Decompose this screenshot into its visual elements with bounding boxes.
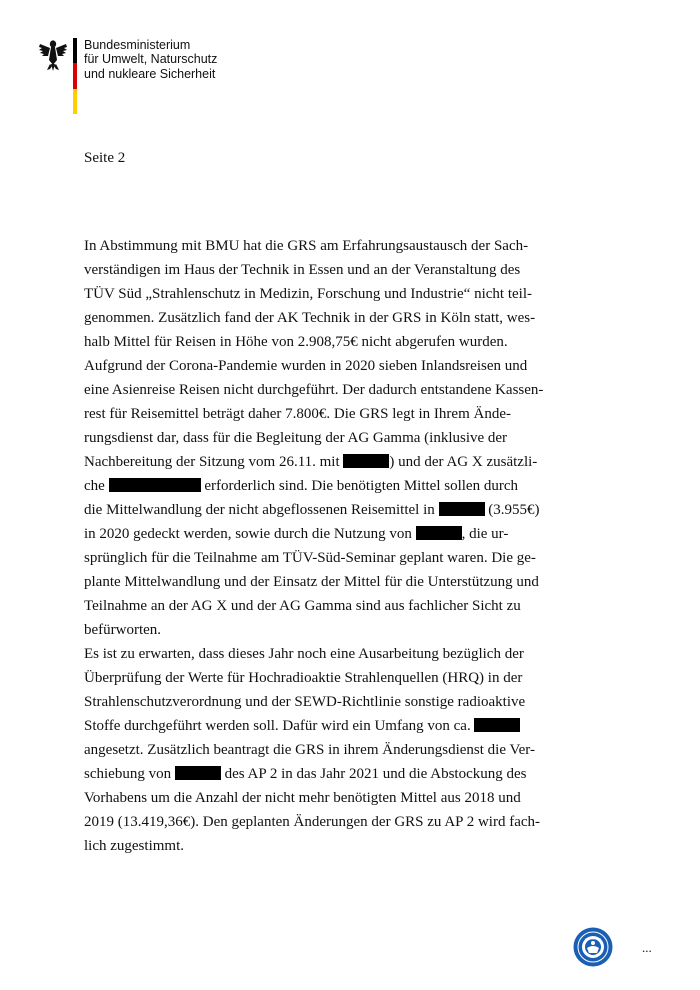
text-line: eine Asienreise Reisen nicht durchgeführt. Der dadurch entstandene Kassen- — [84, 382, 544, 398]
text-line: verständigen im Haus der Technik in Essen und an der Veranstaltung des — [84, 262, 521, 278]
text-line: In Abstimmung mit BMU hat die GRS am Erfahrungsaustausch der Sach- — [84, 238, 529, 254]
text-segment: die Mittelwandlung der nicht abgeflossenen Reisemittel in — [84, 502, 439, 518]
text-line: lich zugestimmt. — [84, 838, 184, 854]
text-line — [84, 522, 524, 546]
text-line: 2019 (13.419,36€). Den geplanten Änderungen der GRS zu AP 2 wird fach- — [84, 814, 541, 830]
redaction-box — [175, 766, 221, 780]
text-line: halb Mittel für Reisen in Höhe von 2.908,75€ nicht abgerufen wurden. — [84, 334, 508, 350]
page-number: Seite 2 — [84, 150, 126, 166]
text-segment: erforderlich sind. Die benötigten Mittel sollen durch — [200, 478, 518, 494]
text-line: Strahlenschutzverordnung und der SEWD-Richtlinie sonstige radioaktive — [84, 694, 526, 710]
redaction-box — [109, 478, 201, 492]
text-line: befürworten. — [84, 622, 162, 638]
text-line: rungsdienst dar, dass für die Begleitung der AG Gamma (inklusive der — [84, 430, 508, 446]
text-line: rest für Reisemittel beträgt daher 7.800€. Die GRS legt in Ihrem Ände- — [84, 406, 511, 422]
text-line: Es ist zu erwarten, dass dieses Jahr noch eine Ausarbeitung bezüglich der — [84, 646, 524, 662]
blauer-engel-icon — [573, 927, 613, 967]
text-line — [84, 474, 524, 498]
flag-red-stripe — [73, 63, 77, 88]
federal-eagle-icon — [38, 38, 68, 72]
text-segment: schiebung von — [84, 766, 175, 782]
text-segment: Stoffe durchgeführt werden soll. Dafür wird ein Umfang von ca. — [84, 718, 475, 734]
redaction-box — [416, 526, 462, 540]
text-line: genommen. Zusätzlich fand der AK Technik in der GRS in Köln statt, wes- — [84, 310, 536, 326]
text-segment: (3.955€) — [484, 502, 540, 518]
text-line: angesetzt. Zusätzlich beantragt die GRS in ihrem Änderungsdienst die Ver- — [84, 742, 535, 758]
redaction-box — [439, 502, 485, 516]
redaction-box — [474, 718, 520, 732]
text-line: Teilnahme an der AG X und der AG Gamma sind aus fachlicher Sicht zu — [84, 598, 521, 614]
text-line — [84, 450, 538, 474]
flag-black-stripe — [73, 38, 77, 63]
letter-body — [84, 234, 544, 858]
text-line — [84, 498, 540, 522]
ministry-name — [84, 38, 217, 81]
text-line — [84, 762, 527, 786]
text-segment: , die ur- — [461, 526, 509, 542]
redaction-box — [343, 454, 389, 468]
text-line: sprünglich für die Teilnahme am TÜV-Süd-Seminar geplant waren. Die ge- — [84, 550, 536, 566]
text-line: plante Mittelwandlung und der Einsatz der Mittel für die Unterstützung und — [84, 574, 539, 590]
ministry-line-2: für Umwelt, Naturschutz — [84, 52, 218, 67]
text-line: Vorhabens um die Anzahl der nicht mehr benötigten Mittel aus 2018 und — [84, 790, 521, 806]
ministry-line-3: und nukleare Sicherheit — [84, 66, 216, 81]
text-segment: Nachbereitung der Sitzung vom 26.11. mit — [84, 454, 344, 470]
text-line — [84, 714, 524, 738]
text-segment: che — [84, 478, 109, 494]
german-flag-bar — [73, 38, 77, 114]
text-line: Überprüfung der Werte für Hochradioaktie Strahlenquellen (HRQ) in der — [84, 670, 523, 686]
continuation-ellipsis: ... — [642, 940, 652, 955]
text-line: TÜV Süd „Strahlenschutz in Medizin, Forschung und Industrie“ nicht teil- — [84, 286, 532, 302]
text-segment: des AP 2 in das Jahr 2021 und die Abstockung des — [220, 766, 527, 782]
text-segment: in 2020 gedeckt werden, sowie durch die Nutzung von — [84, 526, 416, 542]
flag-gold-stripe — [73, 89, 77, 114]
ministry-line-1: Bundesministerium — [84, 38, 191, 52]
text-segment: ) und der AG X zusätzli- — [389, 454, 538, 470]
text-line: Aufgrund der Corona-Pandemie wurden in 2020 sieben Inlandsreisen und — [84, 358, 528, 374]
